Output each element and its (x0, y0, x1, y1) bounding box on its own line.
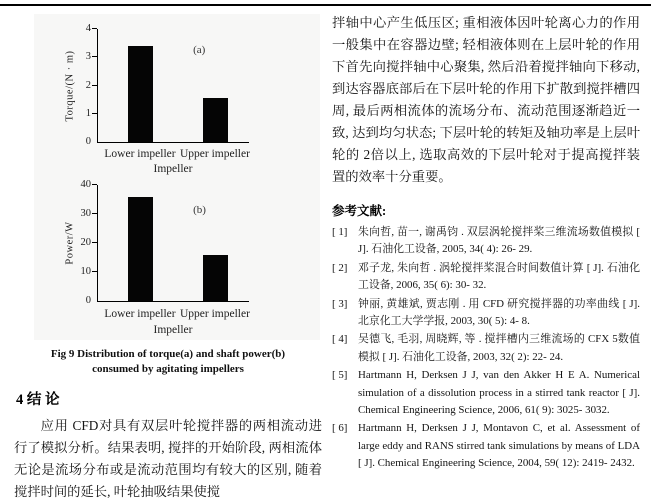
figure-caption (14, 347, 322, 377)
bar-lower-impeller (128, 197, 153, 301)
y-tick-label: 40 (80, 179, 91, 190)
figure-9-image (34, 14, 320, 340)
y-tick-mark (92, 28, 97, 29)
y-tick-mark (92, 242, 97, 243)
y-axis-label: Power/W (64, 221, 76, 265)
y-tick-label: 30 (80, 208, 91, 219)
y-tick-label: 1 (85, 107, 91, 119)
bar-lower-impeller (128, 46, 153, 142)
x-category-label: Upper impeller (179, 148, 250, 160)
reference-label: [ 6] (332, 422, 348, 435)
reference-label: [ 1] (332, 226, 348, 238)
x-axis-label: Impeller (153, 163, 193, 175)
page-top-rule (0, 4, 651, 6)
reference-item-6 (332, 420, 640, 472)
y-tick-mark (92, 184, 97, 185)
reference-label: [ 2] (332, 261, 348, 274)
bar-upper-impeller (203, 98, 228, 142)
reference-text: 朱向哲, 苗一, 谢禹钧 . 双层涡轮搅拌桨三维流场数值模拟 [ J]. 石油化工设备, 2005, 34( 4): 26- 29. (358, 226, 640, 256)
right-column (332, 12, 640, 474)
left-column (14, 14, 322, 503)
y-tick-mark (92, 271, 97, 272)
x-axis-label: Impeller (153, 324, 193, 336)
reference-item-5 (332, 367, 640, 419)
y-tick-label: 20 (80, 237, 91, 248)
reference-label: [ 3] (332, 297, 348, 310)
reference-text: 邓子龙, 朱向哲 . 涡轮搅拌桨混合时间数值计算 [ J]. 石油化工设备, 2006, 35( 6): 30- 32. (358, 261, 640, 292)
reference-label: [ 4] (332, 333, 348, 346)
x-category-label: Lower impeller (104, 148, 176, 160)
reference-label: [ 5] (332, 369, 348, 382)
y-tick-label: 10 (80, 266, 91, 277)
panel-label-a: (a) (193, 44, 206, 56)
x-category-label: Upper impeller (179, 308, 250, 320)
y-tick-mark (92, 85, 97, 86)
y-tick-label: 4 (85, 23, 91, 34)
reference-text: Hartmann H, Derksen J J, van den Akker H E A. Numerical simulation of a dissolution process in a stirred tank reactor [ J]. Chemical Engineering Science, 2006, 61( 9): 3025- 3032. (358, 369, 640, 417)
panel-label-b: (b) (193, 204, 206, 216)
y-tick-mark (92, 113, 97, 114)
chart-power-plot-area (64, 179, 249, 306)
figure-9 (14, 14, 322, 377)
reference-item-2 (332, 260, 640, 295)
conclusion-heading: 4 结 论 (16, 392, 60, 408)
y-tick-label: 2 (85, 79, 91, 91)
y-tick-label: 0 (85, 295, 91, 306)
x-category-label: Lower impeller (104, 308, 176, 320)
references-list (332, 224, 640, 473)
y-tick-label: 0 (85, 136, 91, 147)
chart-torque-plot-area (64, 23, 249, 147)
body-paragraph: 拌轴中心产生低压区; 重相液体因叶轮离心力的作用一般集中在容器边壁; 轻相液体则在上层叶轮的作用下首先向搅拌轴中心聚集, 然后沿着搅拌轴向下移动, 到达容器底部后在下层叶轮的作用下扩散到搅拌槽四周, 最后两相流体的流场分布、流动范围逐渐趋近一致, 达到均匀状态; 下层叶轮的转矩及轴功率是上层叶轮的 2倍以上, 选取高效的下层叶轮对于提高搅拌装置的效率十分重要。 (332, 15, 640, 184)
reference-item-1 (332, 224, 640, 259)
figure-caption-line2: consumed by agitating impellers (92, 363, 244, 375)
reference-item-4 (332, 331, 640, 366)
y-tick-label: 3 (85, 51, 91, 63)
reference-text: 吴德飞, 毛羽, 周晓辉, 等 . 搅拌槽内三维流场的 CFX 5数值模拟 [ J]. 石油化工设备, 2003, 32( 2): 22- 24. (358, 333, 640, 363)
bar-upper-impeller (203, 255, 228, 301)
y-tick-mark (92, 56, 97, 57)
references-heading: 参考文献: (332, 204, 387, 218)
chart-power (34, 176, 320, 340)
reference-item-3 (332, 296, 640, 331)
reference-text: Hartmann H, Derksen J J, Montavon C, et al. Assessment of large eddy and RANS stirred tank simulations by means of LDA [ J]. Chemical Engineering Science, 2004, 59( 12): 2419- 2432. (358, 422, 640, 470)
reference-text: 钟丽, 黄雄斌, 贾志刚 . 用 CFD 研究搅拌器的功率曲线 [ J]. 北京化工大学学报, 2003, 30( 5): 4- 8. (358, 297, 640, 328)
y-tick-mark (92, 213, 97, 214)
conclusion-paragraph: 应用 CFD对具有双层叶轮搅拌器的两相流动进行了模拟分析。结果表明, 搅拌的开始阶段, 两相流体无论是流场分布或是流动范围均有较大的区别, 随着搅拌时间的延长, 叶轮抽吸结果使搅 (14, 418, 322, 499)
y-axis-label: Torque/(N · m) (64, 50, 76, 121)
figure-caption-line1: Fig 9 Distribution of torque(a) and shaft power(b) (50, 348, 286, 360)
chart-torque (34, 16, 320, 176)
